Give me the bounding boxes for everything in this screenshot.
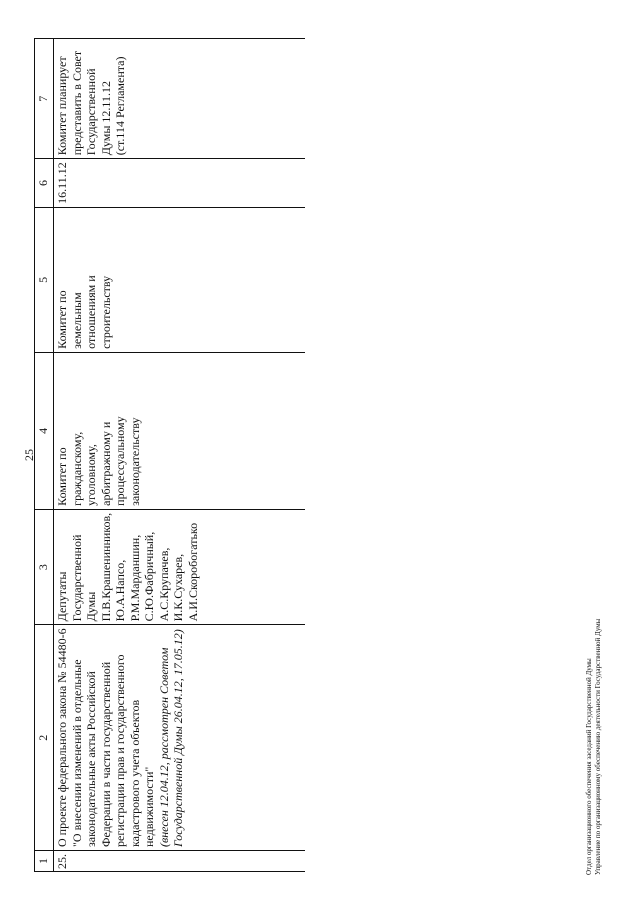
responsible-committee-cell (54, 352, 306, 509)
responsible-committee-line: арбитражному и (98, 421, 113, 506)
initiator-line: Ю.А.Напсо, (113, 559, 127, 622)
column-header-6: 6 (35, 159, 54, 208)
notes-line: представить в Совет (69, 50, 84, 156)
column-header-2: 2 (35, 625, 54, 851)
initiator-line: Государственной (69, 534, 84, 622)
initiators-cell (54, 509, 306, 625)
responsible-committee-line: процессуальному (113, 416, 127, 506)
responsible-committee-line: гражданскому, (69, 431, 84, 506)
initiator-line: Р.М.Марданшин, (127, 534, 142, 622)
co-committee-line: земельным (69, 292, 84, 349)
notes-cell (54, 39, 306, 159)
initiator-line: С.Ю.Фабричный, (142, 531, 156, 622)
notes-line: (ст.114 Регламента) (113, 56, 127, 156)
notes-line: Комитет планирует (55, 56, 69, 156)
legislation-table (34, 38, 305, 872)
bill-note-line: (внесен 12.04.12, рассмотрен Советом (156, 647, 171, 847)
responsible-committee-line: законодательству (127, 417, 142, 506)
footer-line-directorate: Управление по организационному обеспечению деятельности Государственной Думы (594, 618, 602, 875)
initiator-line: Депутаты (55, 571, 69, 622)
notes-line: Государственной (84, 68, 98, 156)
co-committee-cell (54, 207, 306, 352)
date-cell: 16.11.12 (54, 159, 306, 208)
co-committee-line: отношениям и (84, 275, 98, 349)
co-committee-line: Комитет по (55, 290, 69, 349)
bill-note-line: Государственной Думы 26.04.12, 17.05.12) (171, 629, 185, 847)
notes-line: Думы 12.11.12 (98, 81, 113, 156)
column-header-7: 7 (35, 39, 54, 159)
bill-title-line: "О внесении изменений в отдельные (69, 659, 84, 847)
footer-line-department: Отдел организационного обеспечения заседаний Государственной Думы (585, 658, 593, 875)
column-header-3: 3 (35, 509, 54, 625)
column-header-1: 1 (35, 851, 54, 872)
responsible-committee-line: Комитет по (55, 447, 69, 506)
bill-title-line: недвижимости" (142, 766, 156, 847)
table-header-row (35, 39, 54, 872)
bill-title-cell (54, 625, 306, 851)
column-header-5: 5 (35, 207, 54, 352)
bill-title-line: О проекте федерального закона № 54480-6 (55, 628, 69, 847)
initiator-line: П.В.Крашенинников, (98, 512, 113, 622)
page-number: 25 (22, 449, 36, 461)
row-number: 25. (54, 851, 306, 872)
initiator-line: И.К.Сухарев, (171, 553, 185, 622)
column-header-4: 4 (35, 352, 54, 509)
initiator-line: А.С.Крупачев, (156, 547, 171, 622)
bill-title-line: законодательные акты Российской (84, 671, 98, 847)
page-footer (585, 619, 603, 875)
co-committee-line: строительству (98, 275, 113, 349)
bill-title-line: Федерации в части государственной (98, 661, 113, 847)
responsible-committee-line: уголовному, (84, 444, 98, 506)
initiator-line: Думы (84, 591, 98, 622)
bill-title-line: кадастрового учета объектов (127, 699, 142, 847)
table-row (54, 39, 306, 872)
bill-title-line: регистрации прав и государственного (113, 654, 127, 847)
initiator-line: А.И.Скоробогатько (185, 522, 200, 622)
